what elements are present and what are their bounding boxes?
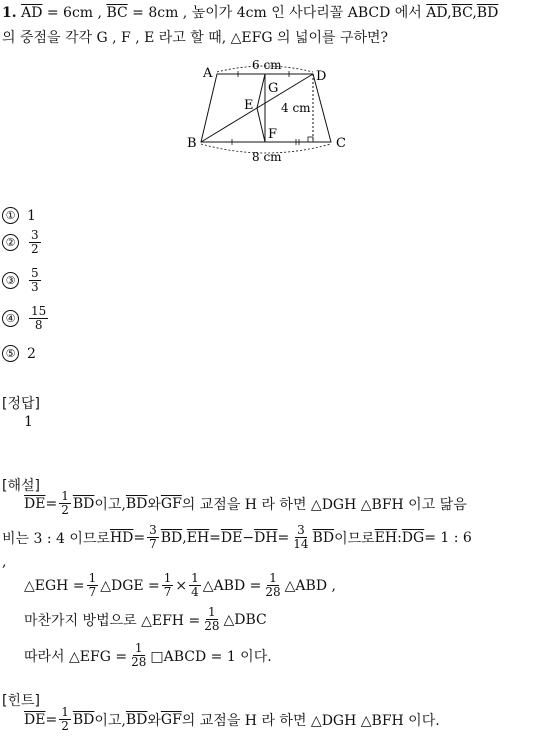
explanation-line-6 [24,642,272,669]
denominator: 14 [293,537,309,551]
numerator: 1 [61,705,69,719]
choice-fraction [29,305,48,332]
explanation-line-2 [2,524,472,551]
choice-1[interactable] [2,207,36,224]
numerator: 3 [149,523,157,537]
denominator: 28 [204,619,220,633]
text: = [277,529,290,546]
fraction [129,642,148,669]
segment: $\overline{DE}$ [24,495,46,512]
bottom-length-label: 8 cm [252,150,282,164]
numerator: 1 [134,641,143,655]
choice-marker: ⑤ [2,345,19,362]
trapezoid-figure [180,58,360,168]
numerator: 1 [208,605,216,619]
text: 마찬가지 방법으로 △EFH = [24,612,201,629]
right-angle-mark [308,137,313,142]
denominator: 2 [61,503,69,517]
denominator: 7 [88,585,97,599]
segment-eg [257,74,265,108]
text: = [133,529,146,546]
choice-marker: ③ [2,272,19,289]
fraction [87,572,99,599]
choice-2[interactable] [2,229,43,256]
text: 비는 3 : 4 이므로 [2,530,110,547]
segment: $\overline{DE}$ [24,711,46,728]
text: : [397,529,402,546]
segment-bc: $\overline{BC}$ [451,5,473,21]
text: 의 교점을 H 라 하면 △DGH △BFH 이다. [181,712,440,729]
fraction [291,524,310,551]
denominator: 28 [131,655,147,669]
text: △DGE = [100,577,160,594]
segment: $\overline{HD}$ [109,529,134,546]
segment-bd: $\overline{BD}$ [476,5,499,21]
segment: $\overline{BD}$ [72,495,95,512]
text: 따라서 △EFG = [24,648,128,665]
hint-line [24,706,440,733]
explanation-header: [해설] [2,478,40,494]
text: □ABCD = 1 이다. [150,648,272,665]
segment: $\overline{BD}$ [312,529,335,546]
denominator: 2 [61,719,69,733]
text: 이므로 [334,530,375,547]
text: = 1 : 6 [424,529,472,546]
fraction [202,606,221,633]
segment-ef [257,108,265,142]
denominator: 7 [149,537,157,551]
answer-value: 1 [24,414,33,430]
text: 이고, [94,496,126,513]
numerator: 1 [61,489,69,503]
numerator: 1 [191,571,199,585]
text: , [182,529,187,546]
text: , [472,5,477,21]
fraction [263,572,282,599]
segment: $\overline{DE}$ [220,529,243,546]
question-line-1 [2,2,498,22]
vertex-label-d: D [316,69,327,84]
explanation-line-1 [24,490,467,517]
text: △ABD , [284,577,336,594]
choice-fraction [29,229,41,256]
explanation-line-3: , [2,554,7,570]
fraction [59,490,71,517]
choice-4[interactable] [2,305,50,332]
fraction [189,572,201,599]
fraction [162,572,174,599]
explanation-line-5 [24,606,267,633]
text: △DBC [223,611,267,628]
segment: $\overline{DG}$ [401,529,425,546]
top-length-label: 6 cm [252,58,282,72]
numerator: 1 [88,571,97,585]
segment: $\overline{BD}$ [125,495,148,512]
denominator: 28 [265,585,281,599]
choice-marker: ② [2,234,19,251]
choice-marker: ④ [2,310,19,327]
text: , [447,5,452,21]
text: − [242,529,255,546]
text: 와 [147,712,161,729]
vertex-label-a: A [203,66,213,81]
numerator: 15 [31,304,47,318]
question-line-2: 의 중점을 각각 G , F , E 라고 할 때, △EFG 의 넓이를 구하면? [2,30,389,46]
numerator: 1 [269,571,277,585]
choice-3[interactable] [2,267,43,294]
fraction [147,524,159,551]
segment: $\overline{EH}$ [186,529,210,546]
denominator: 3 [31,280,39,294]
height-label: 4 cm [281,101,311,115]
denominator: 7 [163,585,172,599]
denominator: 4 [191,585,199,599]
text: = [45,711,58,728]
choice-5[interactable] [2,345,36,362]
text: △ABD = [202,577,262,594]
segment: $\overline{DH}$ [254,529,278,546]
denominator: 2 [31,242,39,256]
denominator: 8 [34,318,43,332]
choice-marker: ① [2,207,19,224]
fraction [59,706,71,733]
segment: $\overline{BD}$ [125,711,148,728]
numerator: 3 [31,228,39,242]
segment-bc: $\overline{BC}$ [106,5,128,21]
explanation-line-4 [24,572,336,599]
numerator: 3 [297,523,305,537]
numerator: 5 [31,266,39,280]
choice-value: 2 [27,345,36,362]
text: 의 교점을 H 라 하면 △DGH △BFH 이고 닮음 [181,496,467,513]
numerator: 1 [163,571,172,585]
vertex-label-b: B [187,136,197,151]
point-label-g: G [268,81,279,96]
text: = 6cm , [42,5,107,21]
choice-fraction [29,267,41,294]
hint-header: [힌트] [2,693,40,709]
text: = 8cm , 높이가 4cm 인 사다리꼴 ABCD 에서 [127,5,427,21]
segment-ad: $\overline{AD}$ [426,5,448,21]
question-number: 1. [2,5,17,21]
segment: $\overline{GF}$ [160,495,182,512]
text: = [45,495,58,512]
vertex-label-c: C [336,136,346,151]
point-label-e: E [244,98,254,113]
segment-ad: $\overline{AD}$ [21,5,43,21]
text: 와 [147,496,161,513]
point-label-f: F [268,127,278,142]
segment: $\overline{GF}$ [160,711,182,728]
segment: $\overline{EH}$ [374,529,398,546]
text: = [209,529,221,546]
choice-value: 1 [27,207,36,224]
text: △EGH = [24,577,85,594]
segment: $\overline{BD}$ [160,529,183,546]
text: × [175,577,188,594]
trapezoid-abcd [201,74,331,142]
answer-header: [정답] [2,396,40,412]
text: 이고, [94,712,126,729]
segment: $\overline{BD}$ [72,711,95,728]
